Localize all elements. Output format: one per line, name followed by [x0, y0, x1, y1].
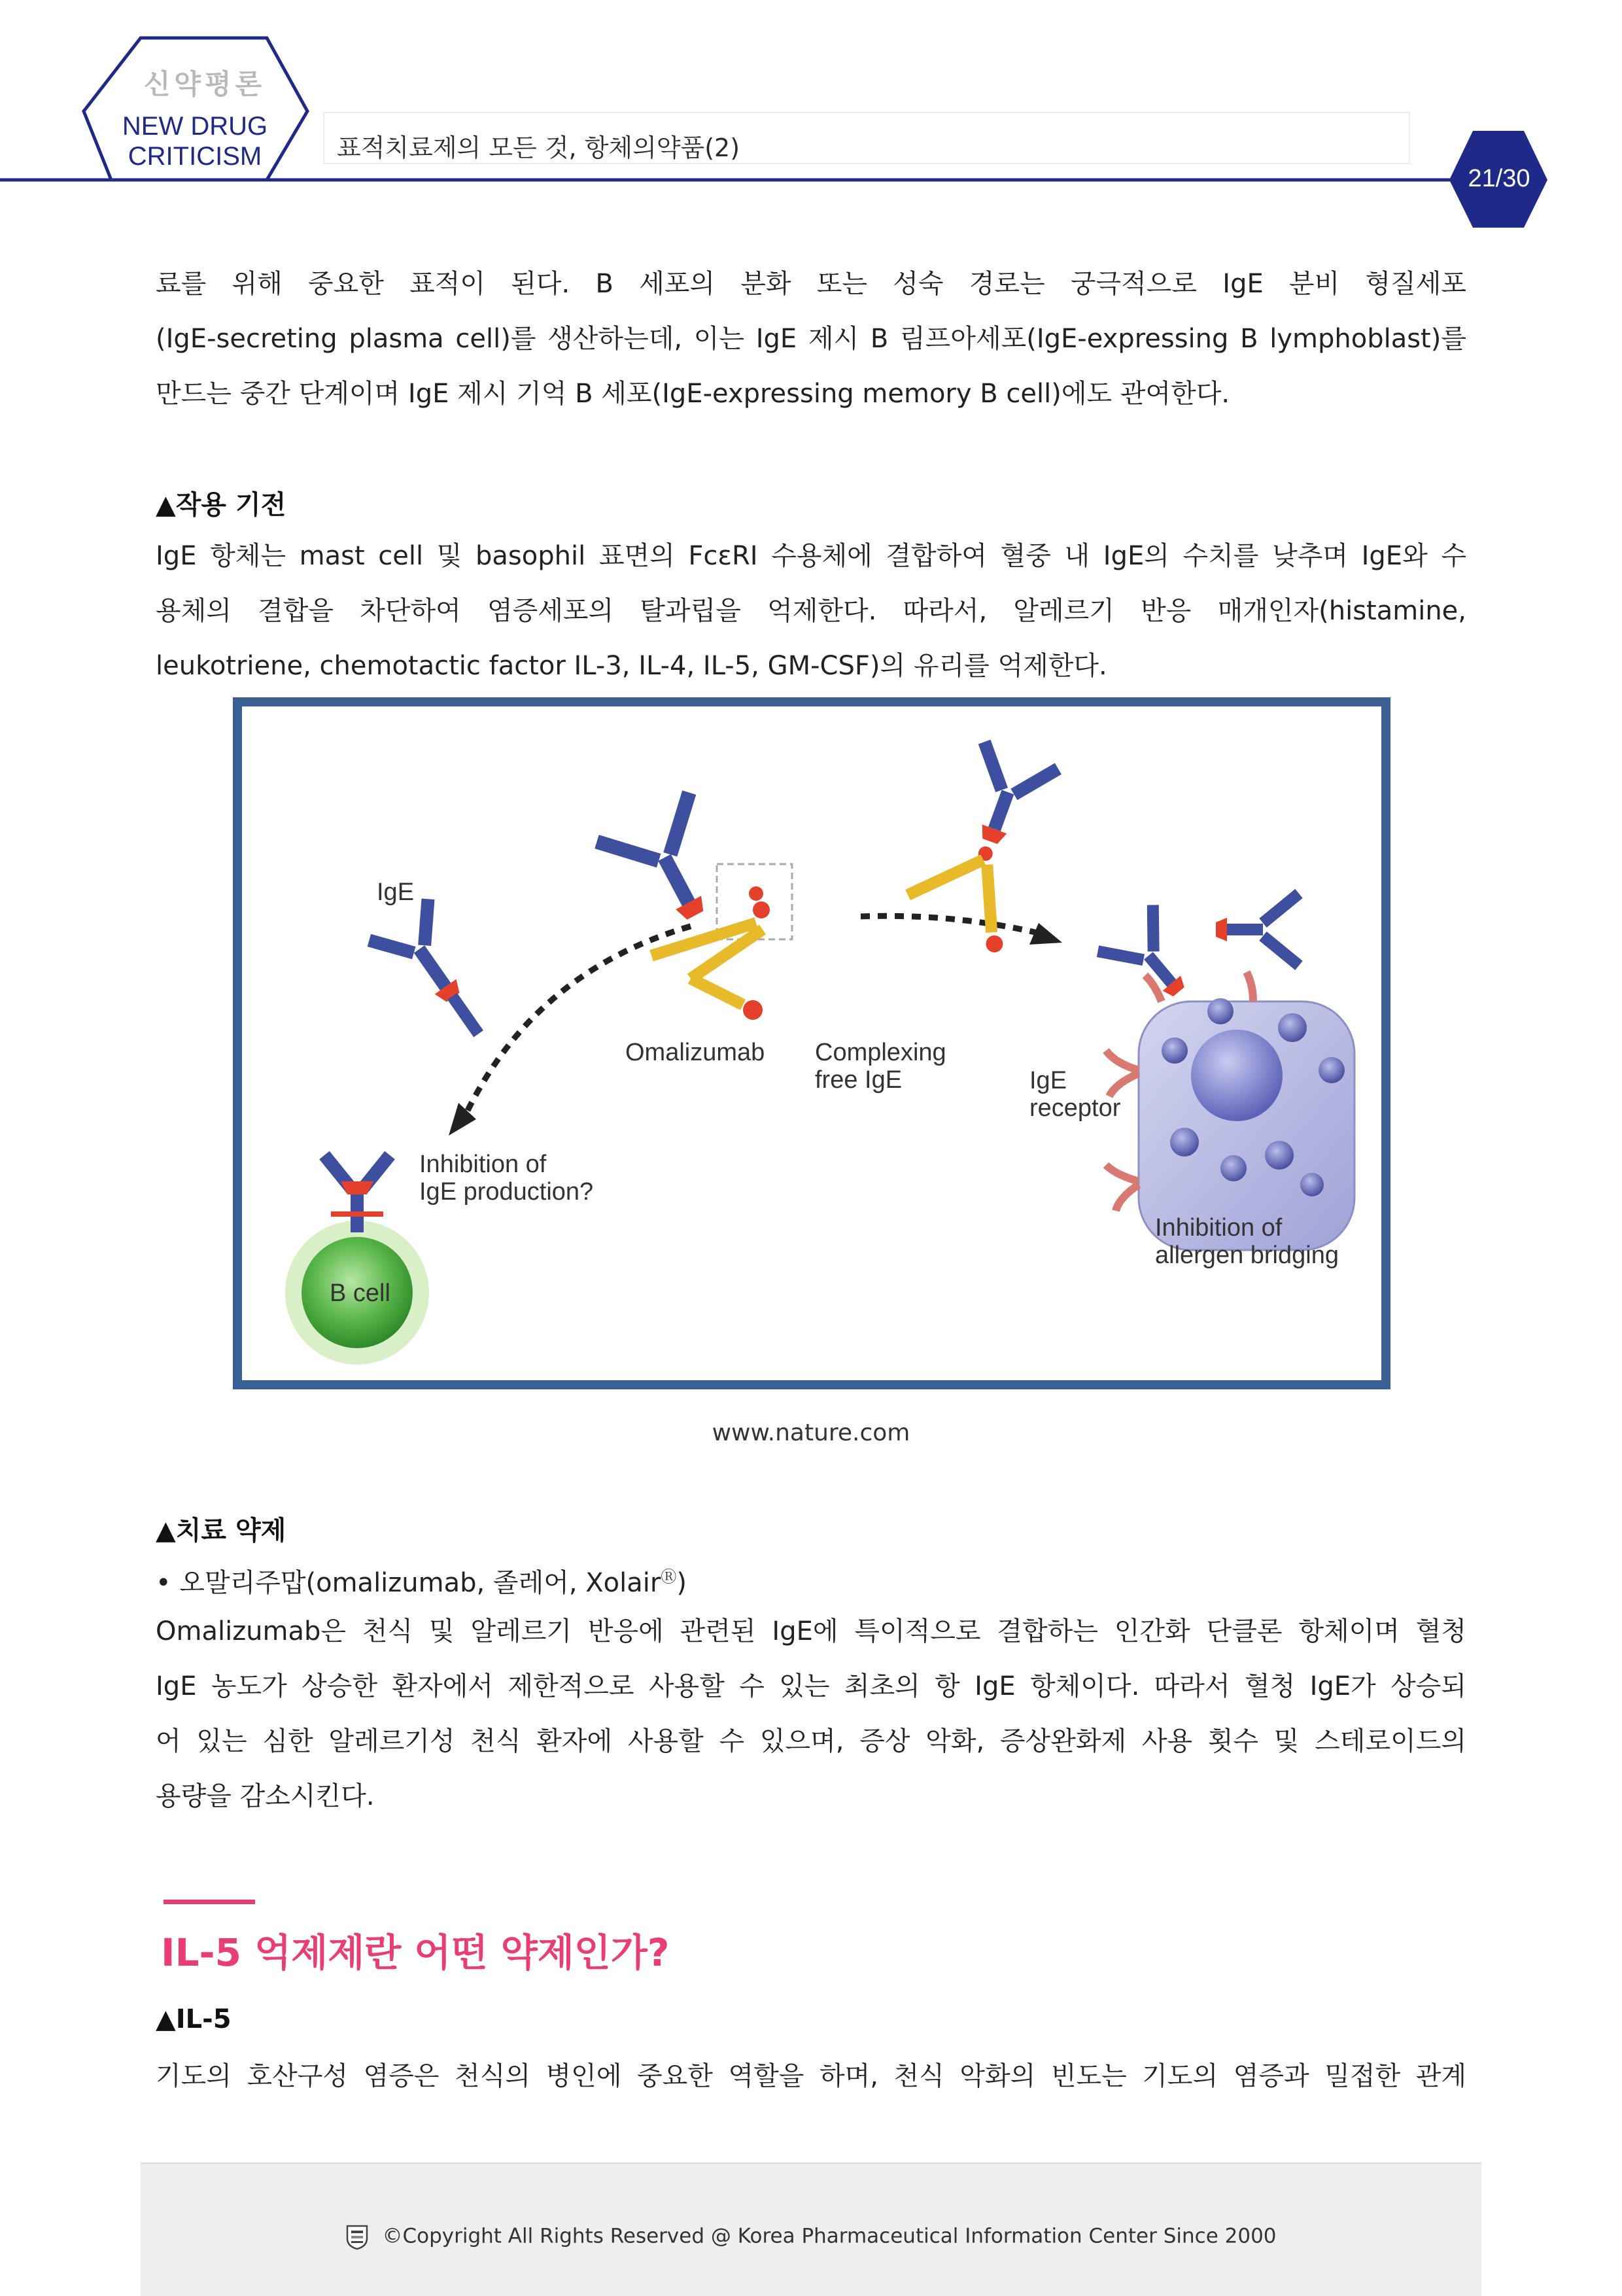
- text-line: 료를 위해 중요한 표적이 된다. B 세포의 분화 또는 성숙 경로는 궁극적으로 IgE 분비 형질세포: [156, 269, 1466, 299]
- section-accent-bar: [164, 1900, 255, 1904]
- label-ige-production: IgE production?: [419, 1178, 594, 1206]
- mechanism-paragraph: [156, 529, 1466, 693]
- treatment-heading: ▲치료 약제: [156, 1516, 286, 1546]
- registered-mark: Ⓡ: [661, 1567, 677, 1586]
- nucleus: [1191, 1030, 1283, 1121]
- drug-name: • 오말리주맙(omalizumab, 졸레어, Xolair: [156, 1568, 661, 1598]
- section-title: IL-5 억제제란 어떤 약제인가?: [161, 1930, 670, 1975]
- text-line: 용량을 감소시킨다.: [156, 1781, 375, 1811]
- figure-caption: www.nature.com: [712, 1419, 910, 1446]
- drug-name-line: [156, 1562, 687, 1599]
- intro-paragraph: [156, 256, 1466, 421]
- brand-korean: 신약평론: [143, 68, 266, 100]
- text-line: Omalizumab은 천식 및 알레르기 반응에 관련된 IgE에 특이적으로 결합하는 인간화 단클론 항체이며 혈청: [156, 1616, 1466, 1646]
- mechanism-figure: [233, 697, 1390, 1389]
- text-line: IgE 농도가 상승한 환자에서 제한적으로 사용할 수 있는 최초의 항 IgE 항체이다. 따라서 혈청 IgE가 상승되: [156, 1671, 1466, 1701]
- label-ige: IgE: [377, 878, 415, 906]
- shield-icon: [345, 2224, 369, 2250]
- footer: [141, 2163, 1481, 2296]
- text-line: leukotriene, chemotactic factor IL-3, IL-4, IL-5, GM-CSF)의 유리를 억제한다.: [156, 651, 1107, 681]
- treatment-paragraph: [156, 1604, 1466, 1824]
- label-ige-receptor: IgE: [1029, 1067, 1067, 1094]
- label-omalizumab: Omalizumab: [625, 1039, 765, 1066]
- label-allergen-bridging: allergen bridging: [1155, 1242, 1339, 1269]
- il5-paragraph: [156, 2049, 1466, 2104]
- label-free-ige: free IgE: [815, 1066, 903, 1094]
- text-line: (IgE-secreting plasma cell)를 생산하는데, 이는 IgE 제시 B 림프아세포(IgE-expressing B lymphoblast)를: [156, 324, 1466, 354]
- label-inhibition-production: Inhibition of: [419, 1151, 547, 1178]
- label-complexing: Complexing: [815, 1039, 946, 1066]
- brand-english-line1: NEW DRUG: [122, 112, 268, 141]
- text-line: 만드는 중간 단계이며 IgE 제시 기억 B 세포(IgE-expressing memory B cell)에도 관여한다.: [156, 379, 1230, 409]
- footer-copyright: [141, 2224, 1481, 2250]
- mechanism-heading: ▲작용 기전: [156, 490, 286, 520]
- label-inhibition-bridging: Inhibition of: [1155, 1214, 1283, 1242]
- brand-english-line2: CRITICISM: [128, 142, 262, 171]
- text-line: IgE 항체는 mast cell 및 basophil 표면의 FcεRI 수용체에 결합하여 혈중 내 IgE의 수치를 낮추며 IgE와 수: [156, 541, 1466, 571]
- il5-heading: ▲IL-5: [156, 2004, 232, 2034]
- footer-text: ©Copyright All Rights Reserved @ Korea Pharmaceutical Information Center Since 2000: [382, 2224, 1277, 2248]
- page-number: 21/30: [1468, 165, 1530, 192]
- label-receptor: receptor: [1029, 1094, 1121, 1122]
- brand-english: [115, 111, 275, 171]
- label-bcell: B cell: [330, 1279, 390, 1307]
- text-line: 어 있는 심한 알레르기성 천식 환자에 사용할 수 있으며, 증상 악화, 증상완화제 사용 횟수 및 스테로이드의: [156, 1726, 1466, 1756]
- drug-name-suffix: ): [676, 1568, 687, 1598]
- text-line: 기도의 호산구성 염증은 천식의 병인에 중요한 역할을 하며, 천식 악화의 빈도는 기도의 염증과 밀접한 관계: [156, 2061, 1466, 2091]
- text-line: 용체의 결합을 차단하여 염증세포의 탈과립을 억제한다. 따라서, 알레르기 반응 매개인자(histamine,: [156, 596, 1466, 626]
- header-title: 표적치료제의 모든 것, 항체의약품(2): [337, 133, 740, 162]
